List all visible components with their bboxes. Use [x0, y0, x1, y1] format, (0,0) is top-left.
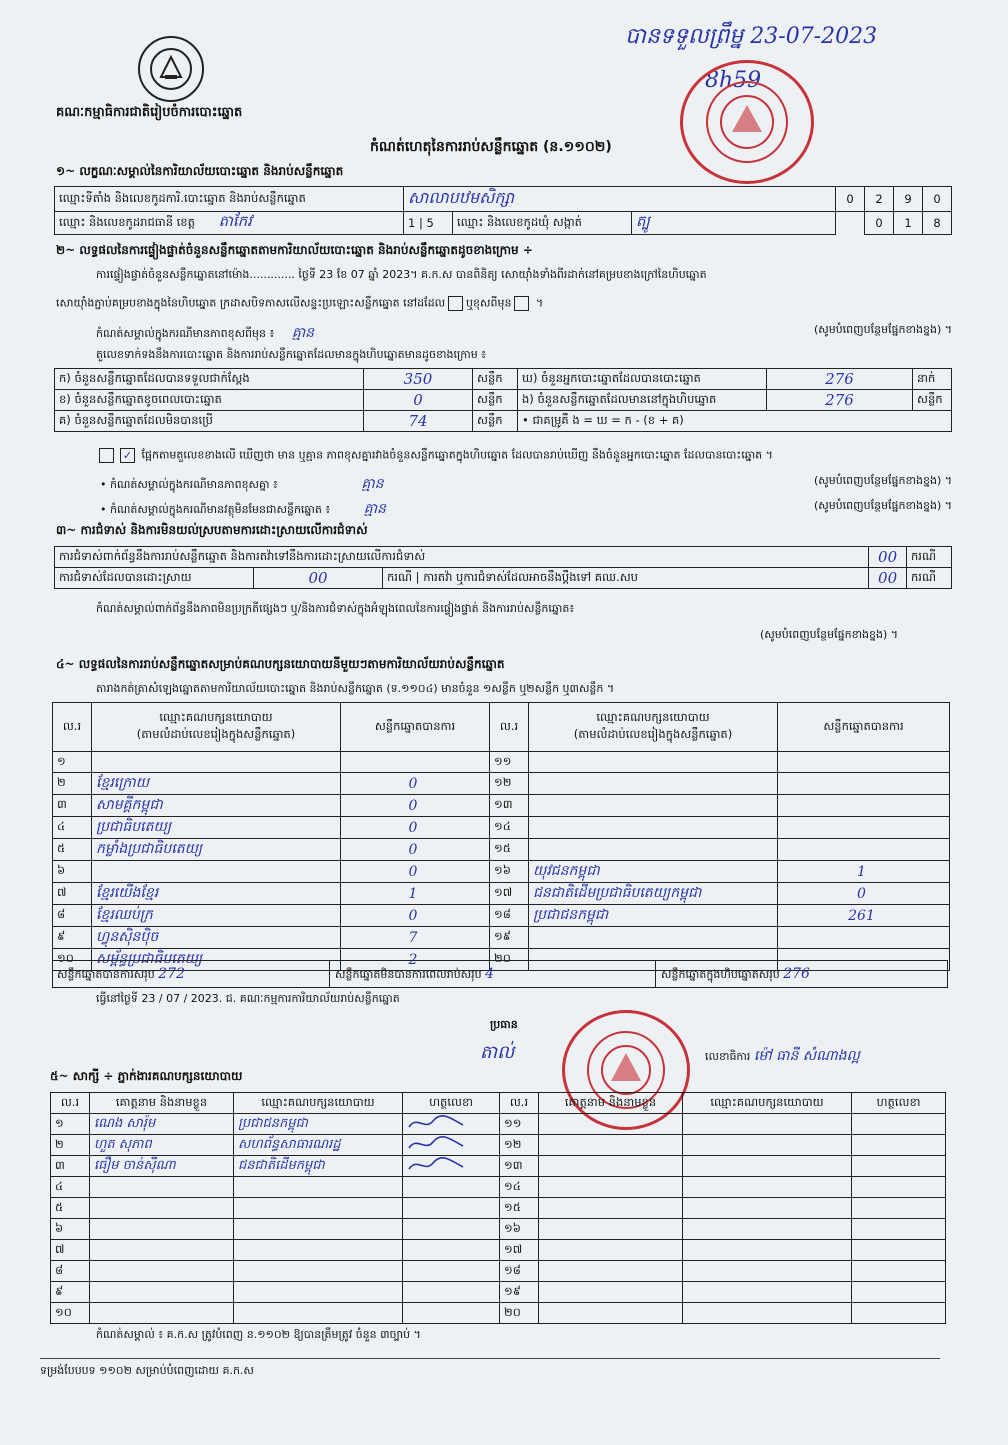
result-cell-no-r: ១៦ [490, 861, 529, 883]
witness-row [51, 1177, 946, 1198]
res-col-party-l [92, 703, 341, 752]
diff-option-label: ឬខុសពីមុន [466, 296, 512, 310]
witness-cell-no-l: ១០ [51, 1303, 90, 1324]
witness-cell-name-r [539, 1198, 683, 1219]
total-valid-label: សន្លឹកឆ្នោតបានការសរុប [57, 968, 155, 981]
chair-label: ប្រធាន [490, 1018, 518, 1031]
res-col-votes-l: សន្លឹកឆ្នោតបានការ [341, 703, 490, 752]
result-cell-votes-l: 7 [341, 927, 490, 949]
witness-cell-name-r [539, 1261, 683, 1282]
result-cell-party-r [529, 752, 778, 773]
total-box-label: សន្លឹកឆ្នោតក្នុងហិបឆ្នោតសរុប [661, 968, 780, 981]
witness-cell-sign-r [852, 1114, 946, 1135]
result-cell-votes-r [778, 817, 950, 839]
result-cell-party-l: ប្រជាធិបតេយ្យ [92, 817, 341, 839]
diff-note-line [100, 474, 952, 495]
witness-cell-sign-r [852, 1177, 946, 1198]
results-row [53, 795, 950, 817]
same-checkbox[interactable] [448, 296, 463, 311]
result-cell-no-r: ១៤ [490, 817, 529, 839]
witness-cell-name-l [90, 1198, 234, 1219]
witness-cell-name-l: ហួត សុភាព [90, 1135, 234, 1156]
wit-col-sign-r: ហត្ថលេខា [852, 1093, 946, 1114]
results-row [53, 773, 950, 795]
witness-cell-no-r: ១២ [500, 1135, 539, 1156]
result-cell-no-r: ១៥ [490, 839, 529, 861]
res-col-party-r-sub: (តាមលំដាប់លេខរៀងក្នុងសន្លឹកឆ្នោត) [573, 727, 733, 741]
witness-cell-party-r [683, 1303, 852, 1324]
result-cell-votes-l: 2 [341, 949, 490, 971]
result-cell-party-l: ខ្មែរក្រោយ [92, 773, 341, 795]
witness-cell-no-l: ៣ [51, 1156, 90, 1177]
fill-note-4: (សូមបំពេញបន្ថែមផ្នែកខាងខ្នង) ។ [760, 628, 899, 641]
witness-signature [407, 1115, 467, 1131]
witness-cell-no-r: ១៩ [500, 1282, 539, 1303]
witness-cell-name-l [90, 1303, 234, 1324]
appeal-value: 00 [869, 568, 907, 589]
witness-cell-sign-r [852, 1303, 946, 1324]
witness-row [51, 1156, 946, 1177]
result-cell-no-l: ២ [53, 773, 92, 795]
witness-cell-no-r: ១៤ [500, 1177, 539, 1198]
section2-title: ២~ លទ្ធផលនៃការផ្ទៀងផ្ទាត់ចំនួនសន្លឹកឆ្នោតតាមការិយាល័យបោះឆ្នោត និងរាប់សន្លឹកឆ្នោតដូចខាងក្រោម ÷ [56, 243, 533, 257]
witness-row [51, 1219, 946, 1240]
res-col-no-l: ល.រ [53, 703, 92, 752]
result-cell-no-l: ១ [53, 752, 92, 773]
appeal-text: ការតវ៉ា ឬការជំទាស់ដែលអាចនឹងប្តឹងទៅ គឈ.សប [423, 569, 638, 584]
witness-cell-party-l [234, 1282, 403, 1303]
has-diff-checkbox[interactable] [99, 448, 114, 463]
b-value: 0 [364, 390, 473, 411]
witness-cell-sign-r [852, 1261, 946, 1282]
result-cell-votes-l: 0 [341, 861, 490, 883]
witness-cell-sign-l [403, 1261, 500, 1282]
witness-cell-name-l [90, 1282, 234, 1303]
form-note: ទម្រង់បែបបទ ១១០២ សម្រាប់បំពេញដោយ គ.ក.ស [40, 1364, 254, 1377]
wit-col-party-r: ឈ្មោះគណបក្សនយោបាយ [683, 1093, 852, 1114]
chair-signature: តាល់ [480, 1042, 515, 1063]
results-row [53, 752, 950, 773]
witness-cell-no-r: ២០ [500, 1303, 539, 1324]
b-unit: សន្លឹក [473, 390, 518, 411]
witness-cell-sign-l [403, 1114, 500, 1135]
result-cell-votes-l [341, 752, 490, 773]
results-row [53, 817, 950, 839]
res-col-votes-r: សន្លឹកឆ្នោតបានការ [778, 703, 950, 752]
a-unit: សន្លឹក [473, 369, 518, 390]
witness-row [51, 1114, 946, 1135]
diff-note-value: គ្មាន [361, 476, 384, 492]
witness-table [50, 1092, 946, 1324]
witness-cell-sign-r [852, 1282, 946, 1303]
witness-cell-party-l [234, 1177, 403, 1198]
result-cell-party-r [529, 817, 778, 839]
witness-cell-name-l [90, 1240, 234, 1261]
code1-d3: 9 [894, 187, 923, 212]
witness-cell-no-l: ៦ [51, 1219, 90, 1240]
witness-cell-name-r [539, 1114, 683, 1135]
location-value: សាលាបឋមសិក្សា [404, 187, 836, 212]
witness-cell-name-r [539, 1240, 683, 1261]
total-box-value: 276 [783, 966, 810, 982]
result-cell-party-l [92, 861, 341, 883]
witness-cell-party-l [234, 1240, 403, 1261]
section1-title: ១~ លក្ខណៈសម្គាល់នៃការិយាល័យបោះឆ្នោត និងរាប់សន្លឹកឆ្នោត [56, 164, 344, 178]
resolved-unit: ករណី [387, 569, 412, 584]
witness-cell-no-l: ២ [51, 1135, 90, 1156]
objection-table [54, 546, 952, 589]
exc-note-label: • កំណត់សម្គាល់ក្នុងករណីមានវត្ថុមិនមែនជាសន្លឹកឆ្នោត ៖ [100, 503, 331, 516]
total-invalid [335, 966, 494, 984]
witness-cell-party-l [234, 1198, 403, 1219]
result-cell-votes-r: 0 [778, 883, 950, 905]
e-unit: សន្លឹក [913, 390, 952, 411]
received-date: បានទទួលព្រឹម្ន 23-07-2023 [625, 24, 878, 49]
witness-row [51, 1240, 946, 1261]
c-unit: សន្លឹក [473, 411, 518, 432]
result-cell-votes-r [778, 795, 950, 817]
received-time: 8h59 [705, 68, 762, 93]
diff-checkbox[interactable] [514, 296, 529, 311]
results-row [53, 861, 950, 883]
witness-cell-party-r [683, 1282, 852, 1303]
code1-d4: 0 [923, 187, 952, 212]
witness-cell-sign-r [852, 1240, 946, 1261]
witness-cell-party-r [683, 1261, 852, 1282]
result-cell-votes-r: 1 [778, 861, 950, 883]
witness-cell-name-r [539, 1156, 683, 1177]
result-cell-no-r: ២០ [490, 949, 529, 971]
fill-note-3: (សូមបំពេញបន្ថែមផ្នែកខាងខ្នង) ។ [813, 499, 952, 512]
res-col-party-l-sub: (តាមលំដាប់លេខរៀងក្នុងសន្លឹកឆ្នោត) [136, 727, 296, 741]
totals-row [52, 960, 948, 988]
result-cell-party-l: កម្លាំងប្រជាធិបតេយ្យ [92, 839, 341, 861]
witness-cell-no-r: ១៦ [500, 1219, 539, 1240]
result-cell-no-l: ៥ [53, 839, 92, 861]
objection-value: 00 [869, 547, 907, 568]
figures-intro: តួលេខទាក់ទងនឹងការបោះឆ្នោត និងការរាប់សន្លឹកឆ្នោតដែលមានក្នុងហិបឆ្នោតមានដូចខាងក្រោម ៖ [96, 348, 487, 361]
result-cell-no-l: ៣ [53, 795, 92, 817]
witness-cell-name-l [90, 1177, 234, 1198]
results-row [53, 927, 950, 949]
result-cell-votes-r [778, 839, 950, 861]
code1-d2: 2 [865, 187, 894, 212]
result-cell-votes-r: 261 [778, 905, 950, 927]
date-line: ធ្វើនៅថ្ងៃទី 23 / 07 / 2023. ជ. គណៈកម្មការការិយាល័យរាប់សន្លឹកឆ្នោត [96, 992, 400, 1005]
witness-cell-sign-l [403, 1240, 500, 1261]
results-row [53, 883, 950, 905]
resolved-value: 00 [254, 568, 383, 589]
wit-col-name-l: គោត្តនាម និងនាមខ្លួន [90, 1093, 234, 1114]
result-cell-votes-l: 0 [341, 817, 490, 839]
appeal-unit: ករណី [907, 568, 952, 589]
result-cell-party-r: ជនជាតិដើមប្រជាធិបតេយ្យកម្ពុជា [529, 883, 778, 905]
result-cell-no-r: ១៣ [490, 795, 529, 817]
result-cell-votes-l: 1 [341, 883, 490, 905]
check-text: ផ្អែកតាមតួលេខខាងលើ ឃើញថា មាន ឬគ្មាន ភាពខុសគ្នារវាងចំនួនសន្លឹកឆ្នោតក្នុងហិបឆ្នោត ដែលបានរាប់ឃើញ នឹងចំនួនអ្នកបោះឆ្នោត ដែលបានបោះឆ្នោត ។ [141, 448, 773, 462]
code2-d1: 0 [865, 212, 894, 235]
result-cell-no-r: ១២ [490, 773, 529, 795]
seal-same-text: សោយ៉ាំងភ្ជាប់គម្របខាងក្នុងនៃហិបឆ្នោត ក្រដាសបិទភាសលើសន្ទះប្រឡោះសន្លឹកឆ្នោត នៅដដែល [56, 296, 446, 310]
witness-cell-sign-r [852, 1135, 946, 1156]
result-cell-party-r [529, 773, 778, 795]
result-cell-no-l: ១០ [53, 949, 92, 971]
witness-cell-no-l: ៥ [51, 1198, 90, 1219]
witness-cell-name-r [539, 1177, 683, 1198]
org-name: គណៈកម្មាធិការជាតិរៀបចំការបោះឆ្នោត [56, 105, 243, 120]
witness-cell-sign-l [403, 1135, 500, 1156]
witness-cell-name-l [90, 1261, 234, 1282]
result-cell-votes-r [778, 927, 950, 949]
province-cell [55, 212, 404, 235]
province-value: តាកែវ [218, 212, 252, 230]
witness-row [51, 1282, 946, 1303]
result-cell-party-r [529, 927, 778, 949]
witness-signature [407, 1157, 467, 1173]
result-cell-no-l: ៧ [53, 883, 92, 905]
witness-cell-party-r [683, 1219, 852, 1240]
code1-d1: 0 [836, 187, 865, 212]
total-invalid-label: សន្លឹកឆ្នោតមិនបានការពេលរាប់សរុប [335, 968, 482, 981]
witness-cell-party-l [234, 1261, 403, 1282]
witness-cell-name-l [90, 1219, 234, 1240]
witness-cell-name-r [539, 1303, 683, 1324]
result-cell-no-l: ៤ [53, 817, 92, 839]
code2-d2: 1 [894, 212, 923, 235]
prov-code: 1 | 5 [404, 212, 453, 235]
objection-unit: ករណី [907, 547, 952, 568]
wit-col-party-l: ឈ្មោះគណបក្សនយោបាយ [234, 1093, 403, 1114]
result-cell-no-r: ១១ [490, 752, 529, 773]
witness-cell-party-l [234, 1303, 403, 1324]
res-col-party-r [529, 703, 778, 752]
result-cell-party-l: សម្ព័ន្ធប្រជាធិបតេយ្យ [92, 949, 341, 971]
a-label: ក) ចំនួនសន្លឹកឆ្នោតដែលបានទទួលជាក់ស្តែង [55, 369, 364, 390]
commune-value: ត្បូ [632, 212, 836, 235]
result-cell-votes-l: 0 [341, 773, 490, 795]
formula: • ជាគម្រូគឺ ង = ឃ = ក - (ខ + គ) [518, 411, 952, 432]
c-label: គ) ចំនួនសន្លឹកឆ្នោតដែលមិនបានប្រើ [55, 411, 364, 432]
d-value: 276 [767, 369, 913, 390]
wit-col-no-r: ល.រ [500, 1093, 539, 1114]
check-line [96, 448, 954, 465]
result-cell-party-r [529, 839, 778, 861]
witness-cell-no-r: ១១ [500, 1114, 539, 1135]
witness-cell-party-l: សហព័ន្ធសាធារណរដ្ឋ [234, 1135, 403, 1156]
result-cell-party-l: ហ្វុនស៊ិនប៉ិច [92, 927, 341, 949]
fill-note-2: (សូមបំពេញបន្ថែមផ្នែកខាងខ្នង) ។ [813, 474, 952, 487]
witness-cell-sign-l [403, 1303, 500, 1324]
fill-note-1: (សូមបំពេញបន្ថែមផ្នែកខាងខ្នង) ។ [813, 323, 952, 336]
result-cell-no-r: ១៨ [490, 905, 529, 927]
nec-logo [138, 36, 204, 102]
witness-signature [407, 1136, 467, 1152]
result-cell-party-l [92, 752, 341, 773]
e-value: 276 [767, 390, 913, 411]
a-value: 350 [364, 369, 473, 390]
witness-cell-no-l: ៩ [51, 1282, 90, 1303]
results-row [53, 839, 950, 861]
result-cell-votes-l: 0 [341, 839, 490, 861]
section5-title: ៥~ សាក្សី ÷ ភ្នាក់ងារគណបក្សនយោបាយ [50, 1069, 243, 1083]
witness-cell-party-r [683, 1198, 852, 1219]
witness-row [51, 1135, 946, 1156]
result-cell-votes-r [778, 773, 950, 795]
form-title: កំណត់ហេតុនៃការរាប់សន្លឹកឆ្នោត (ន.១១០២) [370, 139, 612, 155]
witness-row [51, 1198, 946, 1219]
commune-label: ឈ្មោះ និងលេខកូដឃុំ សង្កាត់ [453, 212, 632, 235]
result-cell-party-l: ខ្មែរឈប់ក្រ [92, 905, 341, 927]
results-table [52, 702, 950, 971]
d-unit: នាក់ [913, 369, 952, 390]
c-value: 74 [364, 411, 473, 432]
location-label: ឈ្មោះទីតាំង និងលេខកូដការិ.បោះឆ្នោត និងរាប់សន្លឹកឆ្នោត [55, 187, 404, 212]
d-label: ឃ) ចំនួនអ្នកបោះឆ្នោតដែលបានបោះឆ្នោត [518, 369, 767, 390]
irregularity-note: កំណត់សម្គាល់ពាក់ព័ន្ធនឹងភាពមិនប្រក្រតីផ្សេងៗ ឬ/និងការជំទាស់ក្នុងអំឡុងពេលនៃការផ្ទៀងផ្ទាត់ និងការរាប់សន្លឹកឆ្នោត៖ [96, 602, 575, 615]
result-cell-votes-l: 0 [341, 795, 490, 817]
witness-cell-no-l: ១ [51, 1114, 90, 1135]
result-cell-no-l: ៨ [53, 905, 92, 927]
exc-note-value: គ្មាន [363, 501, 386, 517]
witness-cell-no-r: ១៥ [500, 1198, 539, 1219]
results-row [53, 905, 950, 927]
result-cell-party-l: ខ្មែរយើងខ្មែរ [92, 883, 341, 905]
code2-d3: 8 [923, 212, 952, 235]
witness-cell-party-r [683, 1177, 852, 1198]
total-valid-value: 272 [158, 966, 185, 982]
witness-cell-no-l: ៤ [51, 1177, 90, 1198]
tally-sheet-note: តារាងកត់ត្រាសំឡេងឆ្នោតតាមការិយាល័យបោះឆ្នោត និងរាប់សន្លឹកឆ្នោត (ទ.១១០៤) មានចំនួន ១សន្លឹក ឬ២សន្លឹក ឬ៣សន្លឹក ។ [96, 682, 615, 695]
section2-line1: ការផ្ទៀងផ្ទាត់ចំនួនសន្លឹកឆ្នោតនៅម៉ោង............. ថ្ងៃទី 23 ខែ 07 ឆ្នាំ 2023។ គ.ក.ស បានពិនិត្យ សោយ៉ាំងទាំងពីរដាក់នៅគម្របខាងក្រៅនៃហិបឆ្នោត [96, 268, 707, 281]
witness-cell-party-r [683, 1240, 852, 1261]
witness-cell-name-l: ណេង សារ៉ុម [90, 1114, 234, 1135]
witness-cell-name-r [539, 1282, 683, 1303]
res-col-party-r-title: ឈ្មោះគណបក្សនយោបាយ [596, 710, 710, 724]
witness-cell-party-r [683, 1135, 852, 1156]
wit-col-no-l: ល.រ [51, 1093, 90, 1114]
section3-title: ៣~ ការជំទាស់ និងការមិនយល់ស្របតាមការដោះស្រាយលើការជំទាស់ [56, 523, 368, 537]
witness-row [51, 1303, 946, 1324]
secretary-label: លេខាធិការ [705, 1050, 751, 1063]
resolved-label: ការជំទាស់ដែលបានដោះស្រាយ [55, 568, 254, 589]
witness-row [51, 1261, 946, 1282]
section2-line2: សោយ៉ាំងភ្ជាប់គម្របខាងក្នុងនៃហិបឆ្នោត ក្រដាសបិទភាសលើសន្ទះប្រឡោះសន្លឹកឆ្នោត នៅដដែល ឬខុសពីមុន ។ [56, 296, 544, 310]
result-cell-party-r: យុវជនកម្ពុជា [529, 861, 778, 883]
province-label: ឈ្មោះ និងលេខកូដរាជធានី ខេត្ត [59, 215, 195, 229]
prev-note-line [96, 323, 952, 344]
no-diff-checkbox[interactable]: ✓ [120, 448, 135, 463]
exc-note-line [100, 499, 952, 520]
witness-cell-sign-l [403, 1282, 500, 1303]
witness-cell-sign-r [852, 1219, 946, 1240]
witness-cell-sign-l [403, 1156, 500, 1177]
section4-title: ៤~ លទ្ធផលនៃការរាប់សន្លឹកឆ្នោតសម្រាប់គណបក្សនយោបាយនីមួយៗតាមការិយាល័យរាប់សន្លឹកឆ្នោត [56, 657, 505, 671]
result-cell-no-r: ១៩ [490, 927, 529, 949]
witness-cell-no-r: ១៣ [500, 1156, 539, 1177]
result-cell-party-l: សាមគ្គីកម្ពុជា [92, 795, 341, 817]
witness-cell-party-r [683, 1114, 852, 1135]
result-cell-votes-l: 0 [341, 905, 490, 927]
res-col-no-r: ល.រ [490, 703, 529, 752]
result-cell-party-r [529, 795, 778, 817]
witness-cell-no-r: ១៨ [500, 1261, 539, 1282]
witness-cell-no-r: ១៧ [500, 1240, 539, 1261]
witness-cell-no-l: ៨ [51, 1261, 90, 1282]
witness-cell-name-r [539, 1219, 683, 1240]
total-valid [57, 966, 185, 984]
result-cell-no-l: ៦ [53, 861, 92, 883]
prov-code-d2: 5 [426, 216, 434, 230]
res-col-party-l-title: ឈ្មោះគណបក្សនយោបាយ [159, 710, 273, 724]
result-cell-party-r: ប្រជាជនកម្ពុជា [529, 905, 778, 927]
total-invalid-value: 4 [485, 966, 495, 982]
appeal-label: ករណី | ការតវ៉ា ឬការជំទាស់ដែលអាចនឹងប្តឹងទៅ គឈ.សប [383, 568, 869, 589]
result-cell-votes-r [778, 752, 950, 773]
witness-cell-party-l: ប្រជាជនកម្ពុជា [234, 1114, 403, 1135]
witness-cell-party-l: ជនជាតិដើមកម្ពុជា [234, 1156, 403, 1177]
objection-label: ការជំទាស់ពាក់ព័ន្ធនឹងការរាប់សន្លឹកឆ្នោត និងការតវ៉ាទៅនឹងការដោះស្រាយលើការជំទាស់ [55, 547, 869, 568]
e-label: ង) ចំនួនសន្លឹកឆ្នោតដែលមាននៅក្នុងហិបឆ្នោត [518, 390, 767, 411]
result-cell-no-l: ៩ [53, 927, 92, 949]
official-seal-top [680, 60, 814, 184]
total-box [661, 966, 810, 984]
witness-cell-no-l: ៧ [51, 1240, 90, 1261]
prev-note-value: គ្មាន [291, 325, 315, 341]
figures-table [54, 368, 952, 432]
wit-col-sign-l: ហត្ថលេខា [403, 1093, 500, 1114]
location-table [54, 186, 952, 235]
witness-cell-name-r [539, 1135, 683, 1156]
witness-cell-sign-l [403, 1177, 500, 1198]
b-label: ខ) ចំនួនសន្លឹកឆ្នោតខូចពេលបោះឆ្នោត [55, 390, 364, 411]
witness-cell-sign-r [852, 1198, 946, 1219]
witness-cell-party-l [234, 1219, 403, 1240]
witness-cell-name-l: ធឿម ចាន់ស៊ីណា [90, 1156, 234, 1177]
witness-cell-sign-r [852, 1156, 946, 1177]
prov-code-d1: 1 [408, 216, 416, 230]
wit-col-name-r: គោត្តនាម និងនាមខ្លួន [539, 1093, 683, 1114]
secretary-line [705, 1046, 860, 1067]
witness-cell-sign-l [403, 1198, 500, 1219]
footnote: កំណត់សម្គាល់ ៖ គ.ក.ស ត្រូវបំពេញ ន.១១០២ ឱ្យបានត្រឹមត្រូវ ចំនួន ៣ច្បាប់ ។ [96, 1328, 421, 1341]
witness-cell-party-r [683, 1156, 852, 1177]
result-cell-no-r: ១៧ [490, 883, 529, 905]
diff-note-label: • កំណត់សម្គាល់ក្នុងករណីមានភាពខុសគ្នា ៖ [100, 478, 278, 491]
prev-note-label: កំណត់សម្គាល់ក្នុងករណីមានភាពខុសពីមុន ៖ [96, 327, 275, 340]
witness-cell-sign-l [403, 1219, 500, 1240]
secretary-name: ម៉ៅ ធានី សំណាងល្អ [753, 1048, 860, 1064]
